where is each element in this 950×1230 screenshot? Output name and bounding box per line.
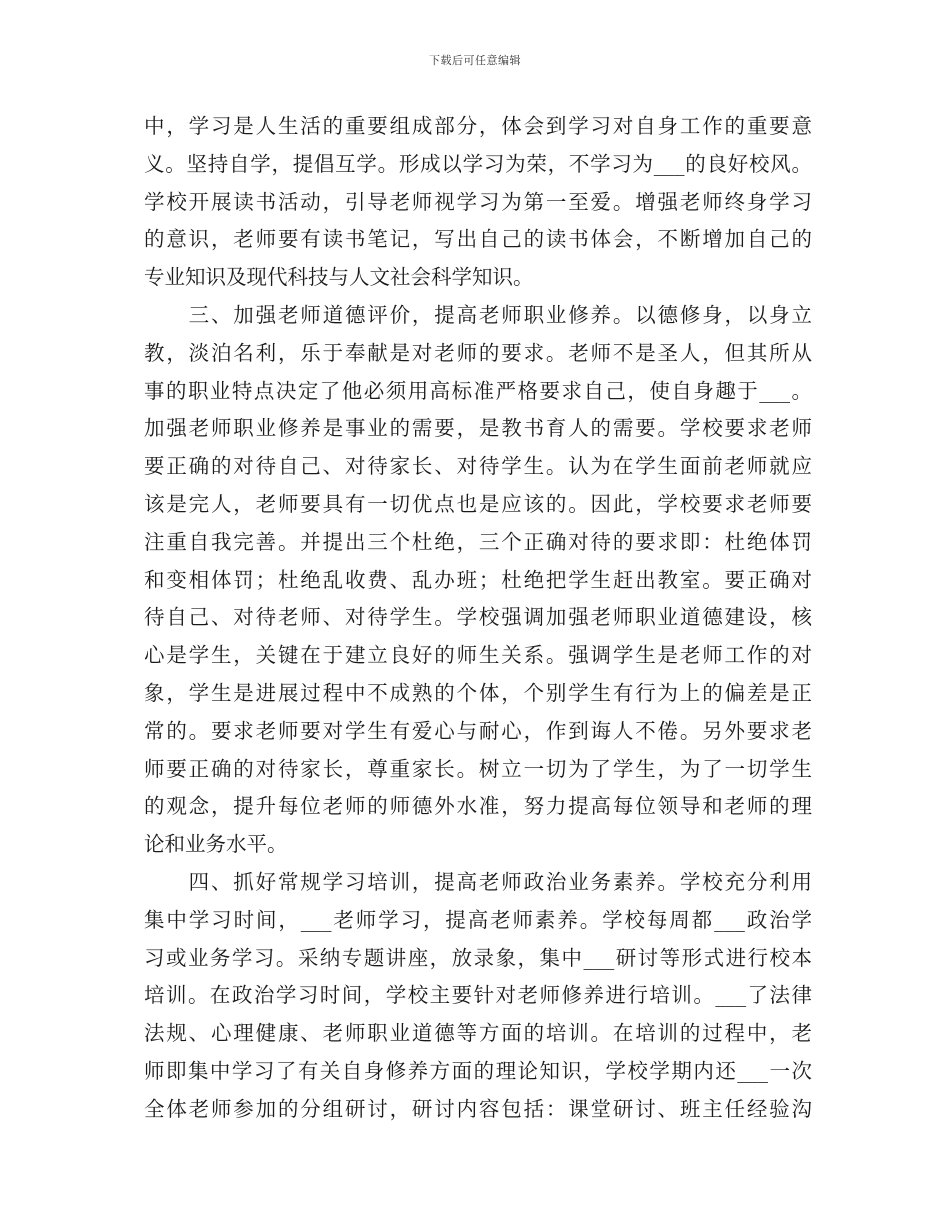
- text-line: 义。坚持自学，提倡互学。形成以学习为荣，不学习为___的良好校风。: [144, 151, 812, 176]
- text-line: 的意识，老师要有读书笔记，写出自己的读书体会，不断增加自己的: [144, 227, 812, 252]
- document-body: [144, 108, 812, 1129]
- text-line: 事的职业特点决定了他必须用高标准严格要求自己，使自身趣于___。: [144, 378, 812, 403]
- text-line: 教，淡泊名利，乐于奉献是对老师的要求。老师不是圣人，但其所从: [144, 340, 812, 365]
- text-line: 注重自我完善。并提出三个杜绝，三个正确对待的要求即：杜绝体罚: [144, 529, 812, 554]
- text-line: 专业知识及现代科技与人文社会科学知识。: [144, 265, 534, 290]
- text-line: 全体老师参加的分组研讨，研讨内容包括：课堂研讨、班主任经验沟: [144, 1096, 812, 1121]
- text-line: 心是学生，关键在于建立良好的师生关系。强调学生是老师工作的对: [144, 643, 812, 668]
- text-line: 要正确的对待自己、对待家长、对待学生。认为在学生面前老师就应: [144, 454, 812, 479]
- text-line: 师要正确的对待家长，尊重家长。树立一切为了学生，为了一切学生: [144, 756, 812, 781]
- text-line: 培训。在政治学习时间，学校主要针对老师修养进行培训。___了法律: [144, 983, 812, 1008]
- text-line: 和变相体罚；杜绝乱收费、乱办班；杜绝把学生赶出教室。要正确对: [144, 567, 812, 592]
- text-line: 该是完人，老师要具有一切优点也是应该的。因此，学校要求老师要: [144, 491, 812, 516]
- text-line: 中，学习是人生活的重要组成部分，体会到学习对自身工作的重要意: [144, 114, 812, 138]
- text-line: 四、抓好常规学习培训，提高老师政治业务素养。学校充分利用: [144, 869, 812, 894]
- text-line: 学校开展读书活动，引导老师视学习为第一至爱。增强老师终身学习: [144, 189, 812, 214]
- text-line: 常的。要求老师要对学生有爱心与耐心，作到诲人不倦。另外要求老: [144, 718, 812, 743]
- text-line: 集中学习时间，___老师学习，提高老师素养。学校每周都___政治学: [144, 907, 812, 932]
- text-line: 三、加强老师道德评价，提高老师职业修养。以德修身，以身立: [144, 302, 812, 327]
- text-line: 待自己、对待老师、对待学生。学校强调加强老师职业道德建设，核: [144, 605, 812, 630]
- page-header-note: 下载后可任意编辑: [429, 54, 521, 67]
- text-line: 的观念，提升每位老师的师德外水准，努力提高每位领导和老师的理: [144, 794, 812, 819]
- text-line: 论和业务水平。: [144, 832, 288, 857]
- text-line: 象，学生是进展过程中不成熟的个体，个别学生有行为上的偏差是正: [144, 680, 812, 705]
- text-line: 加强老师职业修养是事业的需要，是教书育人的需要。学校要求老师: [144, 416, 812, 441]
- text-line: 师即集中学习了有关自身修养方面的理论知识，学校学期内还___一次: [144, 1058, 812, 1083]
- text-line: 法规、心理健康、老师职业道德等方面的培训。在培训的过程中，老: [144, 1021, 812, 1046]
- text-line: 习或业务学习。采纳专题讲座，放录象，集中___研讨等形式进行校本: [144, 945, 812, 970]
